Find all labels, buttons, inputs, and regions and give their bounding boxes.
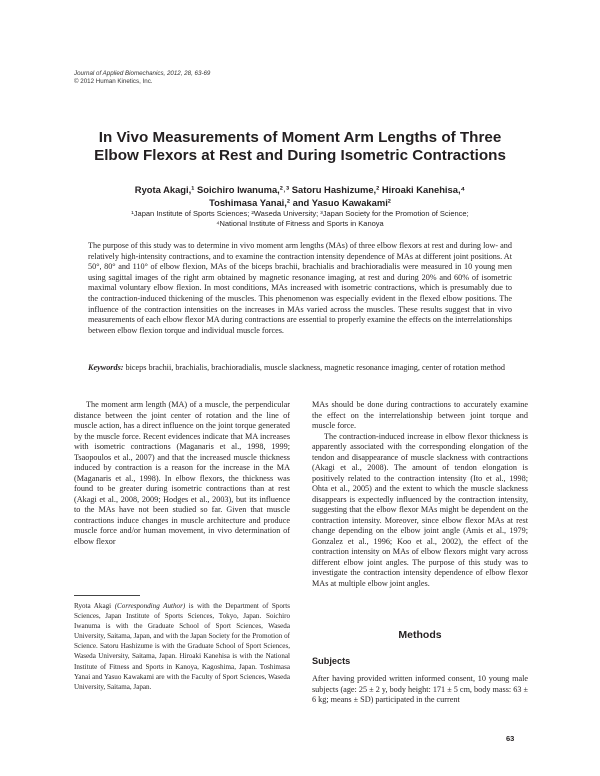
footnote-author-name: Ryota Akagi xyxy=(74,602,115,610)
title-line-1: In Vivo Measurements of Moment Arm Lengths of Three xyxy=(98,129,502,146)
authors-line-1: Ryota Akagi,¹ Soichiro Iwanuma,²˒³ Satoru Hashizume,² Hiroaki Kanehisa,⁴ xyxy=(134,184,466,195)
article-title xyxy=(60,129,540,165)
author-footnote xyxy=(74,601,290,692)
subjects-paragraph: After having provided written informed consent, 10 young male subjects (age: 25 ± 2 y, body height: 171 ± 5 cm, body mass: 63 ± 6 kg; means ± SD) participated in the current xyxy=(312,674,528,704)
intro-paragraph-continued: MAs should be done during contractions to accurately examine the effect on the interrelationship between joint torque and muscle force. xyxy=(312,400,528,430)
affiliation-line-2: ⁴National Institute of Fitness and Sports in Kanoya xyxy=(216,219,384,228)
subsection-heading-subjects: Subjects xyxy=(312,656,351,666)
keywords xyxy=(88,363,512,374)
intro-paragraph-2: The contraction-induced increase in elbow flexor thickness is apparently associated with the corresponding elongation of the tendon and disappearance of muscle slackness with contractions (Akagi et al., 2008). The amount of tendon elongation is positively related to the contraction intensity (Ito et al., 1998; Ohta et al., 2005) and the extent to which the muscle slackness disappears is expectedly influenced by the contraction intensity, suggesting that the elbow flexor MAs might be dependent on the contraction intensity. Moreover, since elbow flexor MAs at rest change depending on the elbow joint angle (Amis et al., 1979; Gonzalez et al., 1996; Koo et al., 2002), the effect of the contraction intensity on MAs of elbow flexors might vary across different elbow joint angles. The purpose of this study was to investigate the contraction intensity dependence of elbow flexor MAs at multiple elbow joint angles. xyxy=(312,431,528,588)
authors-line-2: Toshimasa Yanai,² and Yasuo Kawakami² xyxy=(209,197,391,208)
page-number: 63 xyxy=(506,734,515,743)
keywords-text: biceps brachii, brachialis, brachioradialis, muscle slackness, magnetic resonance imaging, center of rotation method xyxy=(123,363,505,372)
author-list xyxy=(60,183,540,209)
copyright-notice: © 2012 Human Kinetics, Inc. xyxy=(74,78,153,85)
affiliation-line-1: ¹Japan Institute of Sports Sciences; ²Waseda University; ³Japan Society for the Promotion of Science; xyxy=(131,209,469,218)
affiliations xyxy=(60,209,540,229)
footnote-affiliations: is with the Department of Sports Sciences, Japan Institute of Sports Sciences, Tokyo, Japan. Soichiro Iwanuma is with the Graduate School of Sport Sciences, Waseda University, Saitama, Japan, and with the Japan Society for the Promotion of Science. Satoru Hashizume is with the Graduate School of Sport Sciences, Waseda University, Saitama, Japan. Hiroaki Kanehisa is with the National Institute of Fitness and Sports in Kanoya, Kagoshima, Japan. Toshimasa Yanai and Yasuo Kawakami are with the Faculty of Sport Sciences, Waseda University, Saitama, Japan. xyxy=(74,602,290,691)
keywords-label: Keywords: xyxy=(88,363,124,372)
right-column xyxy=(312,400,528,589)
footnote-corresponding: (Corresponding Author) xyxy=(114,602,186,610)
footnote-divider xyxy=(74,595,140,596)
journal-header xyxy=(74,70,210,86)
left-column xyxy=(74,400,290,547)
journal-citation: Journal of Applied Biomechanics, 2012, 28, 63-69 xyxy=(74,70,211,77)
title-line-2: Elbow Flexors at Rest and During Isometric Contractions xyxy=(94,147,506,164)
section-heading-methods: Methods xyxy=(398,629,442,641)
intro-paragraph-1: The moment arm length (MA) of a muscle, the perpendicular distance between the joint center of rotation and the line of muscle action, has a direct influence on the joint torque generated by the muscle force. Recent evidences indicate that MA increases with isometric contractions (Maganaris et al., 1998, 1999; Tsaopoulos et al., 2007) and that the increased muscle thickness induced by contraction is a reason for the increase in the MA (Maganaris et al., 1998). In elbow flexors, the thickness was found to be greater during isometric contractions than at rest (Akagi et al., 2008, 2009; Hodges et al., 2003), but its influence to the MAs have not been studied so far. Given that muscle contractions induce changes in muscle architecture and produce muscle force and/or human movement, in vivo determination of elbow flexor xyxy=(74,400,290,546)
abstract: The purpose of this study was to determine in vivo moment arm lengths (MAs) of three elbow flexors at rest and during low- and relatively high-intensity contractions, and to examine the contraction intensity dependence of MAs at different joint positions. At 50°, 80° and 110° of elbow flexion, MAs of the biceps brachii, brachialis and brachioradialis were measured in 10 young men using sagittal images of the right arm obtained by magnetic resonance imaging, at rest and during 20% and 60% of isometric maximal voluntary elbow flexion. In most conditions, MAs increased with isometric contractions, which is presumably due to the contraction-induced thickening of the muscles. This phenomenon was especially evident in the flexed elbow positions. The influence of the contraction intensities on the increases in MAs varied across the muscles. These results suggest that in vivo measurements of each elbow flexor MA during contractions are essential to properly examine the effects on the interrelationships between elbow flexion torque and individual muscle forces. xyxy=(88,241,512,335)
